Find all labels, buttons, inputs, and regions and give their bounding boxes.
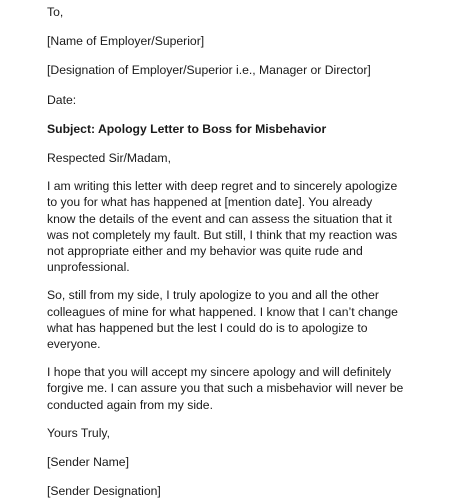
subject-line: Subject: Apology Letter to Boss for Misbehavior (47, 121, 327, 136)
paragraph-line: know the details of the event and can assess the situation that it (47, 211, 392, 226)
paragraph-line: I am writing this letter with deep regret and to sincerely apologize (47, 179, 398, 194)
paragraph-line: what has happened but the lest I could do is to apologize to (47, 320, 368, 335)
sender-name: [Sender Name] (47, 455, 129, 470)
paragraph-line: not appropriate either and my behavior was quite rude and (47, 244, 363, 259)
paragraph-line: was not completely my fault. But still, I think that my reaction was (47, 227, 398, 242)
paragraph-line: So, still from my side, I truly apologize to you and all the other (47, 288, 379, 303)
closing-line: Yours Truly, (47, 425, 110, 440)
employer-name: [Name of Employer/Superior] (47, 34, 205, 49)
to-line: To, (47, 5, 64, 19)
paragraph-line: conducted again from my side. (47, 397, 213, 412)
body-paragraph-2 (47, 287, 460, 352)
paragraph-line: colleagues of mine for what happened. I know that I can’t change (47, 304, 398, 319)
employer-designation: [Designation of Employer/Superior i.e., Manager or Director] (47, 63, 371, 78)
sender-designation: [Sender Designation] (47, 484, 161, 499)
paragraph-line: forgive me. I can assure you that such a misbehavior will never be (47, 381, 404, 396)
date-line: Date: (47, 92, 77, 107)
paragraph-line: to you for what has happened at [mention date]. You already (47, 195, 373, 210)
paragraph-line: unprofessional. (47, 260, 130, 275)
body-paragraph-1 (47, 178, 460, 275)
body-paragraph-3 (47, 364, 460, 413)
paragraph-line: everyone. (47, 337, 101, 352)
paragraph-line: I hope that you will accept my sincere apology and will definitely (47, 365, 392, 380)
salutation: Respected Sir/Madam, (47, 151, 171, 166)
